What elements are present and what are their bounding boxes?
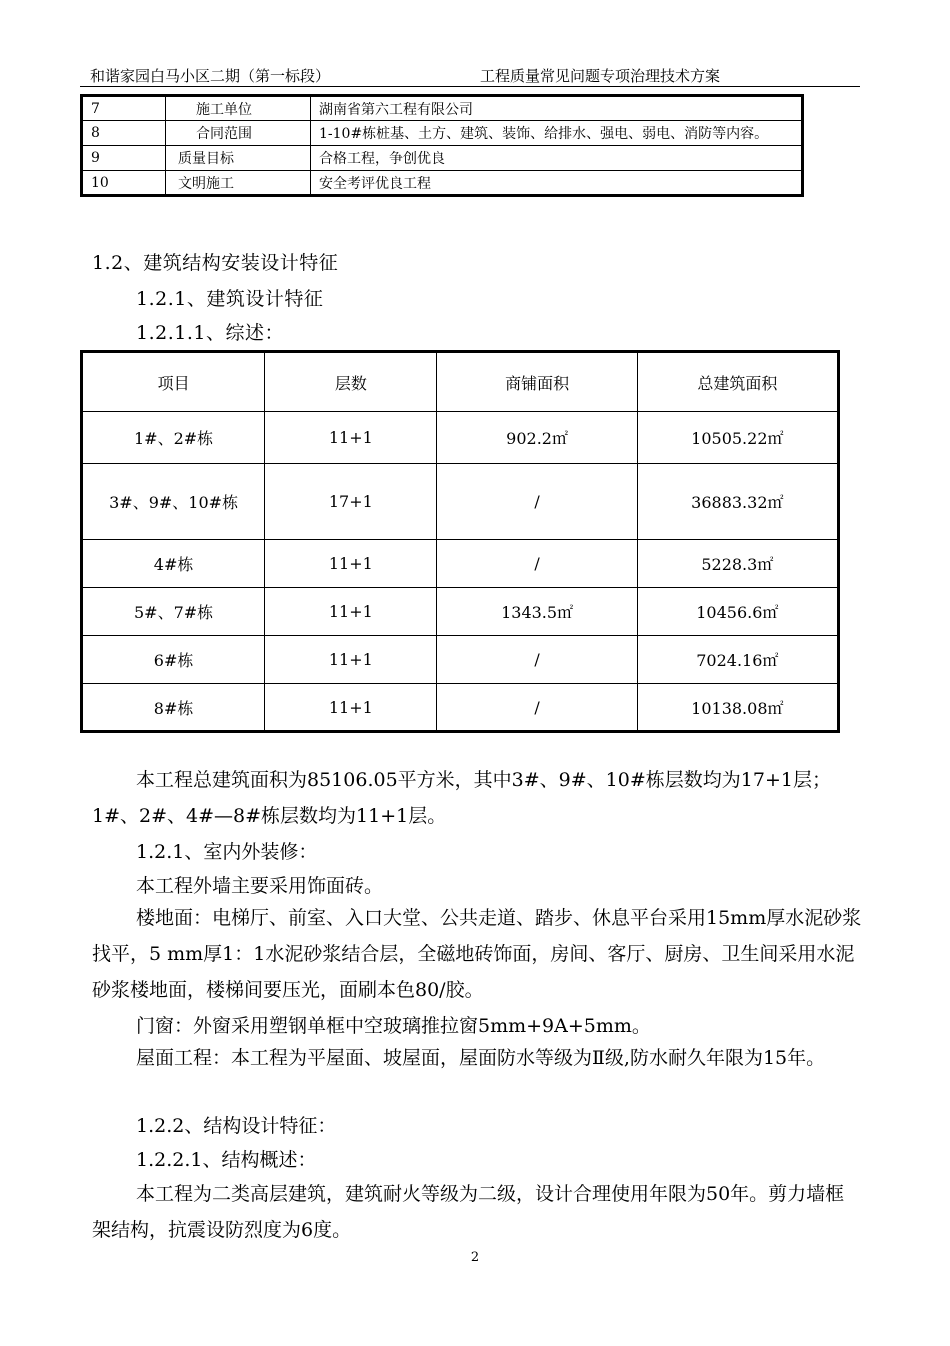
table-row bbox=[82, 146, 803, 171]
table-cell: 7 bbox=[82, 96, 166, 121]
table-cell: 11+1 bbox=[265, 412, 437, 464]
paragraph-roof: 屋面工程：本工程为平屋面、坡屋面，屋面防水等级为Ⅱ级,防水耐久年限为15年。 bbox=[136, 1047, 826, 1069]
table-cell: 10505.22㎡ bbox=[637, 412, 838, 464]
table-cell: 902.2㎡ bbox=[437, 412, 637, 464]
page-number: 2 bbox=[470, 1250, 480, 1265]
table-cell: 11+1 bbox=[265, 540, 437, 588]
table-row bbox=[82, 171, 803, 196]
table-cell: 10 bbox=[82, 171, 166, 196]
table-cell: 5228.3㎡ bbox=[637, 540, 838, 588]
page-header bbox=[80, 62, 860, 87]
section-heading-1-2: 1.2、建筑结构安装设计特征 bbox=[92, 252, 339, 274]
paragraph-total-area: 本工程总建筑面积为85106.05平方米，其中3#、9#、10#栋层数均为17+1层；1#、2#、4#—8#栋层数均为11+1层。 bbox=[92, 769, 831, 827]
table-cell: / bbox=[437, 540, 637, 588]
building-area-table bbox=[80, 350, 840, 733]
table-cell: 36883.32㎡ bbox=[637, 464, 838, 540]
table-cell: 1#、2#栋 bbox=[82, 412, 265, 464]
table-cell: 7024.16㎡ bbox=[637, 636, 838, 684]
table-cell: 6#栋 bbox=[82, 636, 265, 684]
column-header: 层数 bbox=[265, 352, 437, 412]
table-row bbox=[82, 412, 839, 464]
table-row bbox=[82, 464, 839, 540]
project-info-table bbox=[80, 94, 804, 197]
section-heading-1-2-2-1: 1.2.2.1、结构概述： bbox=[136, 1149, 317, 1171]
table-cell: 合同范围 bbox=[166, 121, 311, 146]
paragraph-floor-finish: 楼地面：电梯厅、前室、入口大堂、公共走道、踏步、休息平台采用15mm厚水泥砂浆找平，5 mm厚1：1水泥砂浆结合层，全磁地砖饰面，房间、客厅、厨房、卫生间采用水泥砂浆楼地面，楼梯间要压光，面刷本色80/胶。 bbox=[92, 907, 862, 1001]
section-heading-1-2-1-1: 1.2.1.1、综述： bbox=[136, 322, 284, 344]
table-cell: 质量目标 bbox=[166, 146, 311, 171]
table-row bbox=[82, 588, 839, 636]
paragraph-windows: 门窗：外窗采用塑钢单框中空玻璃推拉窗5mm+9A+5mm。 bbox=[136, 1015, 651, 1037]
header-project-name: 和谐家园白马小区二期（第一标段） bbox=[90, 67, 331, 85]
table-cell: 9 bbox=[82, 146, 166, 171]
column-header: 商铺面积 bbox=[437, 352, 637, 412]
table-cell: 1-10#栋桩基、土方、建筑、装饰、给排水、强电、弱电、消防等内容。 bbox=[311, 121, 803, 146]
paragraph-exterior-wall: 本工程外墙主要采用饰面砖。 bbox=[136, 875, 384, 897]
table-row bbox=[82, 636, 839, 684]
table-cell: 安全考评优良工程 bbox=[311, 171, 803, 196]
table-cell: 1343.5㎡ bbox=[437, 588, 637, 636]
table-cell: 11+1 bbox=[265, 636, 437, 684]
table-cell: 合格工程，争创优良 bbox=[311, 146, 803, 171]
column-header: 项目 bbox=[82, 352, 265, 412]
table-cell: / bbox=[437, 636, 637, 684]
table-cell: 湖南省第六工程有限公司 bbox=[311, 96, 803, 121]
paragraph-structure: 本工程为二类高层建筑，建筑耐火等级为二级，设计合理使用年限为50年。剪力墙框架结构，抗震设防烈度为6度。 bbox=[92, 1183, 845, 1241]
table-row bbox=[82, 540, 839, 588]
table-cell: 4#栋 bbox=[82, 540, 265, 588]
table-cell: 10456.6㎡ bbox=[637, 588, 838, 636]
column-header: 总建筑面积 bbox=[637, 352, 838, 412]
table-cell: 5#、7#栋 bbox=[82, 588, 265, 636]
table-cell: 10138.08㎡ bbox=[637, 684, 838, 732]
table-cell: 3#、9#、10#栋 bbox=[82, 464, 265, 540]
table-cell: / bbox=[437, 684, 637, 732]
table-cell: / bbox=[437, 464, 637, 540]
table-row bbox=[82, 121, 803, 146]
table-header-row bbox=[82, 352, 839, 412]
table-cell: 11+1 bbox=[265, 684, 437, 732]
section-heading-decoration: 1.2.1、室内外装修： bbox=[136, 841, 318, 863]
table-cell: 17+1 bbox=[265, 464, 437, 540]
section-heading-1-2-1: 1.2.1、建筑设计特征 bbox=[136, 288, 324, 310]
table-cell: 11+1 bbox=[265, 588, 437, 636]
table-cell: 施工单位 bbox=[166, 96, 311, 121]
header-document-title: 工程质量常见问题专项治理技术方案 bbox=[480, 67, 721, 85]
table-cell: 8#栋 bbox=[82, 684, 265, 732]
table-cell: 文明施工 bbox=[166, 171, 311, 196]
table-row bbox=[82, 96, 803, 121]
table-cell: 8 bbox=[82, 121, 166, 146]
section-heading-1-2-2: 1.2.2、结构设计特征： bbox=[136, 1115, 337, 1137]
table-row bbox=[82, 684, 839, 732]
